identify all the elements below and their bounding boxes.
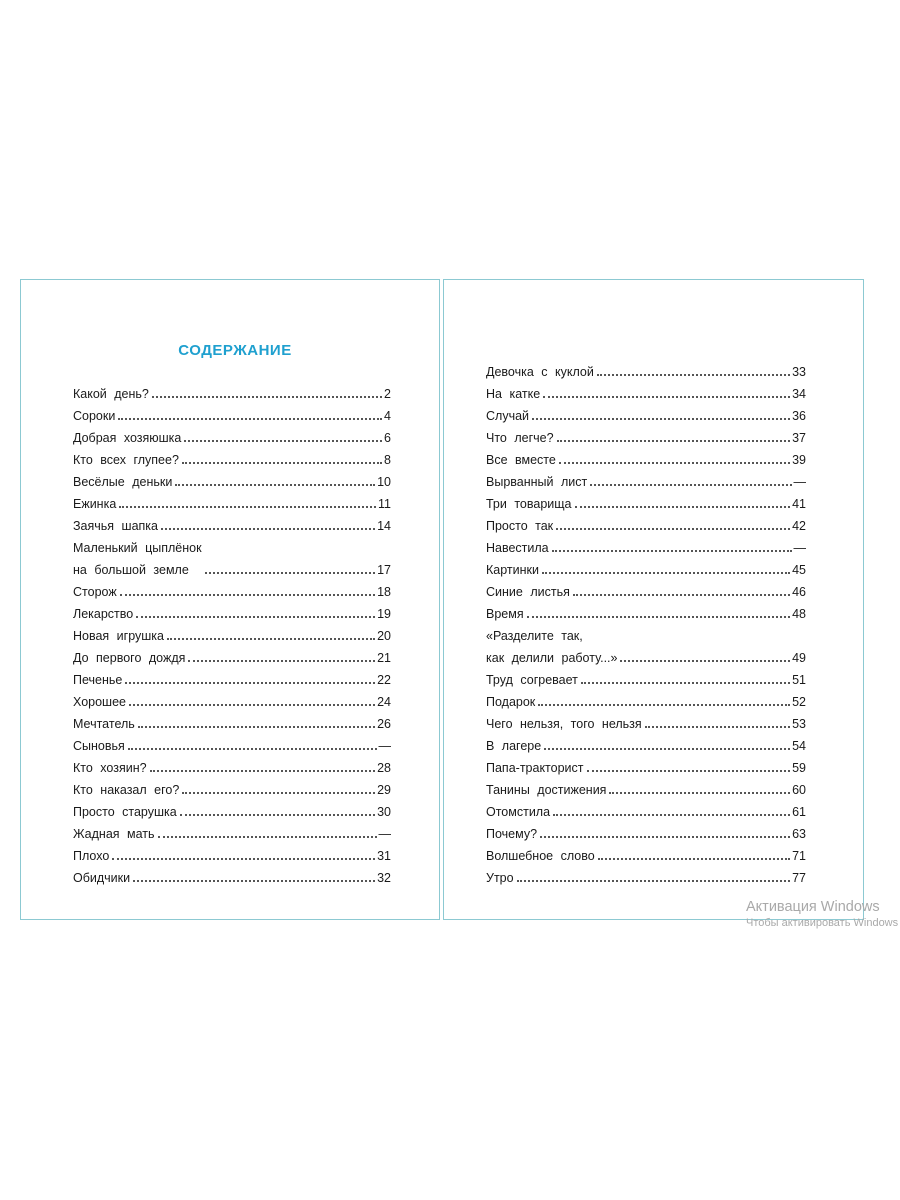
watermark-line-1: Активация Windows [746,899,880,915]
toc-entry-page-number: 22 [377,673,391,687]
toc-entry [73,379,391,401]
toc-entry-page-number: 48 [792,607,806,621]
toc-entry-title [486,607,524,621]
toc-entry-page-number: 37 [792,431,806,445]
dot-leader [598,858,790,860]
toc-entry-title-text: Подарок [486,695,536,709]
toc-entry-page-number: 10 [377,475,391,489]
dot-leader [557,440,791,442]
dot-leader [180,814,375,816]
toc-entry-page-number: 33 [792,365,806,379]
toc-entry-title-text: Сыновья [73,739,125,753]
toc-entry-page-number: 59 [792,761,806,775]
toc-entry-title [73,651,185,665]
toc-entry [486,357,806,379]
toc-entry-title-text: Кто хозяин? [73,761,147,775]
toc-entry-page-number: 26 [377,717,391,731]
toc-entry-title-text: Труд согревает [486,673,578,687]
toc-entry-page-number: 52 [792,695,806,709]
dot-leader [118,418,382,420]
toc-entry-title [486,497,572,511]
toc-entry-title-text: Время [486,607,524,621]
toc-entry-title [486,695,535,709]
toc-entry [73,731,391,753]
toc-entry-title [73,541,202,577]
toc-entry [73,445,391,467]
toc-entry-title [73,387,149,401]
dot-leader [152,396,382,398]
toc-entry [73,643,391,665]
right-page [443,279,864,920]
toc-entry [486,401,806,423]
toc-entry-page-number: 60 [792,783,806,797]
toc-entry-page-number: 63 [792,827,806,841]
toc-entry-page-number: 17 [377,563,391,577]
toc-entry-title [486,585,570,599]
toc-entry [73,819,391,841]
toc-entry-title [486,387,540,401]
dot-leader [182,792,375,794]
toc-entry-title-text: Жадная мать [73,827,155,841]
toc-entry-title [73,585,117,599]
toc-entry-page-number: 46 [792,585,806,599]
toc-entry-title-text: Кто всех глупее? [73,453,179,467]
toc-entry-page-number: 18 [377,585,391,599]
toc-entry-title [73,607,133,621]
toc-entry-title [73,673,122,687]
toc-entry-title [486,717,642,731]
toc-entry-title [486,761,584,775]
dot-leader [133,880,375,882]
toc-entry-title [486,519,553,533]
toc-entry [73,467,391,489]
toc-entry [486,555,806,577]
dot-leader [161,528,375,530]
toc-entry [486,423,806,445]
toc-entry-title-text: на большой земле [73,563,189,577]
dot-leader [532,418,790,420]
dot-leader [120,594,375,596]
dot-leader [645,726,790,728]
toc-entry-title [73,519,158,533]
toc-entry-page-number: — [378,739,391,753]
toc-entry [486,511,806,533]
toc-entry [73,511,391,533]
toc-entry-title [486,563,539,577]
toc-entry-title-text: Три товарища [486,497,572,511]
toc-entry-title-text: Ежинка [73,497,117,511]
toc-entry-title [486,453,556,467]
dot-leader [552,550,792,552]
toc-entry-title [73,475,172,489]
toc-entry [486,445,806,467]
toc-entry-title-text: Все вместе [486,453,556,467]
dot-leader [573,594,790,596]
toc-entry-page-number: 14 [377,519,391,533]
toc-entry-title [486,541,549,555]
dot-leader [138,726,375,728]
toc-entry [486,753,806,775]
toc-entry-title [73,409,115,423]
toc-entry [486,863,806,885]
toc-entry-title-text: Сороки [73,409,116,423]
dot-leader [587,770,791,772]
dot-leader [575,506,791,508]
dot-leader [167,638,375,640]
toc-entry [73,863,391,885]
toc-entry-title [486,805,550,819]
toc-entry-title-text: Просто так [486,519,554,533]
toc-entry-title-text: Вырванный лист [486,475,588,489]
windows-activation-watermark [746,898,900,930]
toc-heading: СОДЕРЖАНИЕ [178,342,292,359]
toc-entry-title [486,409,529,423]
toc-entry [73,665,391,687]
toc-entry [486,687,806,709]
dot-leader [517,880,791,882]
toc-entry [73,709,391,731]
toc-entry [73,621,391,643]
dot-leader [188,660,375,662]
toc-entry-page-number: — [378,827,391,841]
dot-leader [136,616,375,618]
toc-entry-title-text: Плохо [73,849,110,863]
dot-leader [543,396,790,398]
toc-entry-page-number: 61 [792,805,806,819]
toc-entry-title-line1: Маленький цыплёнок [73,541,202,555]
toc-entry-page-number: 21 [377,651,391,665]
toc-entry-page-number: 8 [384,453,391,467]
toc-entry-page-number: 6 [384,431,391,445]
dot-leader [119,506,376,508]
toc-entry [73,423,391,445]
toc-entry-title-text: Случай [486,409,530,423]
toc-entry-title-text: На катке [486,387,541,401]
toc-entry-title [73,453,179,467]
toc-entry-page-number: 54 [792,739,806,753]
toc-entry [73,489,391,511]
toc-entry-title [486,871,514,885]
dot-leader [597,374,790,376]
toc-entry [73,841,391,863]
dot-leader [112,858,375,860]
dot-leader [581,682,790,684]
toc-entry-title [486,629,617,665]
dot-leader [553,814,790,816]
toc-entry-title-text: Мечтатель [73,717,135,731]
toc-entry-title [486,673,578,687]
toc-entry-title-text: как делили работу...» [486,651,618,665]
toc-entry-title [73,827,155,841]
toc-entry-page-number: 20 [377,629,391,643]
toc-entry-title-text: Девочка с куклой [486,365,594,379]
toc-entry-title [73,497,116,511]
toc-entry-page-number: 45 [792,563,806,577]
toc-entry [486,665,806,687]
toc-entry-title-text: Какой день? [73,387,149,401]
toc-entry [486,819,806,841]
dot-leader [205,572,376,574]
toc-entry-title-text: Добрая хозяюшка [73,431,182,445]
toc-entry-title-text: Хорошее [73,695,126,709]
toc-entry [73,775,391,797]
toc-entry-title [486,475,587,489]
toc-entry-page-number: 77 [792,871,806,885]
toc-entry-title-text: Весёлые деньки [73,475,173,489]
toc-entry-page-number: 42 [792,519,806,533]
dot-leader [129,704,375,706]
dot-leader [527,616,790,618]
toc-entry [486,577,806,599]
dot-leader [544,748,790,750]
toc-entry [486,775,806,797]
toc-entry-page-number: 2 [384,387,391,401]
dot-leader [175,484,375,486]
toc-entry-title-text: Папа-тракторист [486,761,584,775]
toc-entry [486,533,806,555]
dot-leader [540,836,790,838]
toc-entry-title-text: Кто наказал его? [73,783,180,797]
toc-entry-page-number: 51 [792,673,806,687]
toc-entry [73,599,391,621]
toc-entry-title-text: Волшебное слово [486,849,595,863]
toc-entry [486,841,806,863]
toc-entry-title [73,761,147,775]
toc-entry-page-number: 39 [792,453,806,467]
toc-entry-page-number: — [793,541,806,555]
toc-entry-title [486,739,541,753]
toc-entry-title-text: Почему? [486,827,538,841]
toc-entry [486,467,806,489]
toc-entry-page-number: 24 [377,695,391,709]
dot-leader [125,682,375,684]
toc-entry-page-number: — [793,475,806,489]
toc-entry-title-text: Новая игрушка [73,629,164,643]
toc-entry-page-number: 36 [792,409,806,423]
toc-entry [73,797,391,819]
toc-entry-title [486,827,537,841]
toc-entry-title-text: Танины достижения [486,783,607,797]
dot-leader [609,792,790,794]
toc-entry-title [73,871,130,885]
toc-list-left [73,379,391,885]
toc-entry [486,621,806,665]
toc-entry-title-text: Печенье [73,673,123,687]
toc-entry-page-number: 19 [377,607,391,621]
toc-entry [486,489,806,511]
toc-entry-title [73,629,164,643]
toc-entry-title-text: Просто старушка [73,805,177,819]
toc-entry-page-number: 71 [792,849,806,863]
toc-entry-title-text: Утро [486,871,514,885]
toc-entry-page-number: 29 [377,783,391,797]
toc-entry-title [73,849,109,863]
dot-leader [542,572,790,574]
toc-entry [486,599,806,621]
toc-entry [73,401,391,423]
toc-entry-page-number: 4 [384,409,391,423]
dot-leader [128,748,377,750]
toc-entry-title [486,365,594,379]
toc-entry-title-text: Навестила [486,541,549,555]
toc-entry-title [73,695,126,709]
toc-entry-title [73,805,177,819]
toc-entry-title-text: Отомстила [486,805,551,819]
toc-entry-title-text: Сторож [73,585,117,599]
toc-entry-page-number: 32 [377,871,391,885]
dot-leader [538,704,790,706]
toc-entry-title [486,849,595,863]
toc-entry [486,379,806,401]
toc-entry [73,687,391,709]
toc-entry-page-number: 34 [792,387,806,401]
toc-entry [73,753,391,775]
toc-entry-page-number: 11 [378,497,391,511]
dot-leader [556,528,790,530]
toc-entry [486,797,806,819]
toc-entry-title-text: Обидчики [73,871,131,885]
toc-entry-page-number: 41 [792,497,806,511]
toc-entry-page-number: 31 [377,849,391,863]
toc-entry [486,709,806,731]
toc-entry-title-text: Чего нельзя, того нельзя [486,717,642,731]
toc-entry-title-text: Что легче? [486,431,554,445]
toc-entry-title [73,431,181,445]
left-page [20,279,440,920]
toc-entry-title [73,717,135,731]
toc-entry [486,731,806,753]
toc-entry-page-number: 53 [792,717,806,731]
dot-leader [182,462,382,464]
toc-entry [73,533,391,577]
dot-leader [184,440,382,442]
dot-leader [158,836,377,838]
toc-entry-title [486,783,606,797]
toc-entry [73,577,391,599]
toc-entry-title-line1: «Разделите так, [486,629,583,643]
dot-leader [559,462,790,464]
dot-leader [150,770,376,772]
toc-entry-page-number: 49 [792,651,806,665]
toc-entry-title-text: Лекарство [73,607,134,621]
toc-entry-title-text: Картинки [486,563,539,577]
toc-entry-title [73,783,179,797]
toc-entry-page-number: 30 [377,805,391,819]
toc-entry-title-text: В лагере [486,739,542,753]
toc-entry-page-number: 28 [377,761,391,775]
toc-entry-title [486,431,554,445]
toc-entry-title [73,739,125,753]
toc-list-right [486,357,806,885]
toc-entry-title-text: Заячья шапка [73,519,158,533]
toc-entry-title-text: До первого дождя [73,651,186,665]
watermark-line-2: Чтобы активировать Windows [746,917,899,929]
dot-leader [590,484,791,486]
toc-entry-title-text: Синие листья [486,585,570,599]
dot-leader [620,660,790,662]
